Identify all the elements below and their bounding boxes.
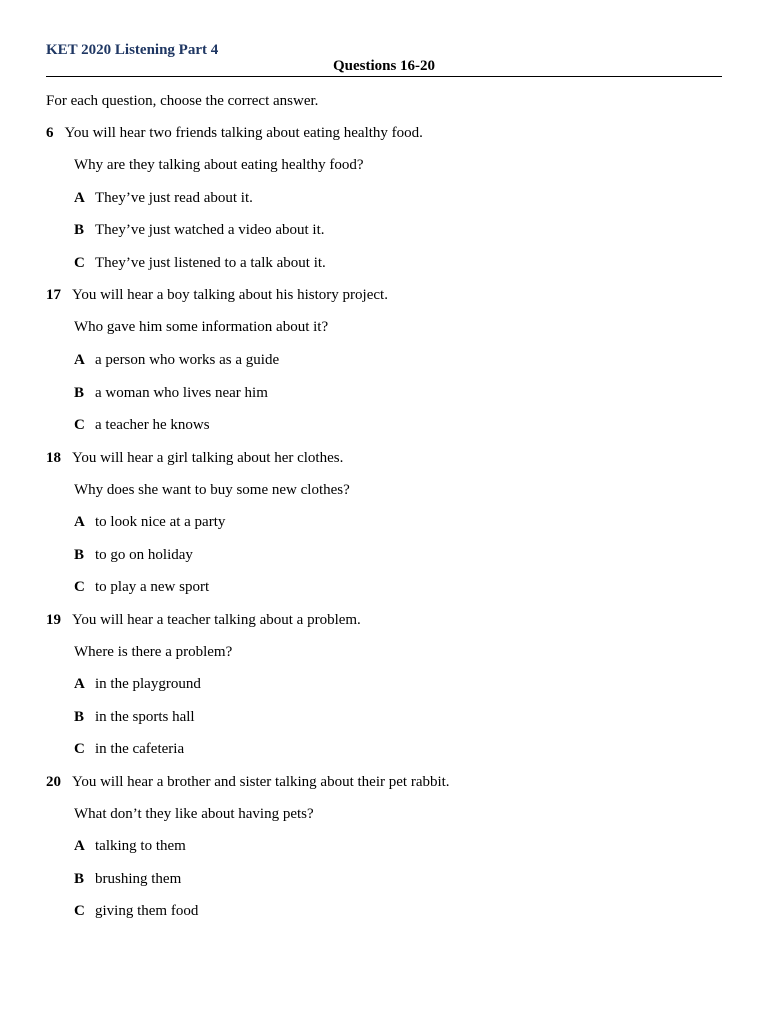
option-text: in the playground xyxy=(95,676,201,692)
option-text: talking to them xyxy=(95,838,186,854)
question-19-prompt: Where is there a problem? xyxy=(74,644,233,660)
option-text: to go on holiday xyxy=(95,547,193,563)
question-17-prompt: Who gave him some information about it? xyxy=(74,319,329,335)
instruction-text: For each question, choose the correct answer. xyxy=(46,93,319,109)
option-letter: B xyxy=(74,709,85,725)
option-text: in the cafeteria xyxy=(95,741,185,757)
question-intro-text: You will hear a boy talking about his history project. xyxy=(72,287,388,303)
question-6-option-a[interactable] xyxy=(74,189,253,207)
option-text: to look nice at a party xyxy=(95,514,226,530)
option-text: in the sports hall xyxy=(95,709,195,725)
option-letter: A xyxy=(74,838,85,854)
option-letter: C xyxy=(74,255,85,271)
option-text: a teacher he knows xyxy=(95,417,210,433)
option-text: They’ve just watched a video about it. xyxy=(95,222,325,238)
option-text: brushing them xyxy=(95,871,182,887)
question-6-intro xyxy=(46,124,423,142)
option-text: a woman who lives near him xyxy=(95,385,268,401)
option-letter: C xyxy=(74,741,85,757)
header-divider xyxy=(46,76,722,77)
question-19-option-c[interactable] xyxy=(74,740,184,758)
question-6-prompt: Why are they talking about eating healthy food? xyxy=(74,157,364,173)
option-letter: B xyxy=(74,385,85,401)
option-text: to play a new sport xyxy=(95,579,210,595)
question-intro-text: You will hear a brother and sister talking about their pet rabbit. xyxy=(72,774,450,790)
option-letter: B xyxy=(74,547,85,563)
question-20-option-c[interactable] xyxy=(74,902,198,920)
question-20-prompt: What don’t they like about having pets? xyxy=(74,806,314,822)
option-letter: A xyxy=(74,676,85,692)
option-letter: B xyxy=(74,222,85,238)
question-18-intro xyxy=(46,449,343,467)
question-20-option-a[interactable] xyxy=(74,837,186,855)
question-number: 20 xyxy=(46,774,61,790)
questions-range-heading: Questions 16-20 xyxy=(332,58,436,74)
question-18-option-b[interactable] xyxy=(74,546,193,564)
option-text: They’ve just listened to a talk about it. xyxy=(95,255,326,271)
option-letter: A xyxy=(74,190,85,206)
option-letter: A xyxy=(74,352,85,368)
question-intro-text: You will hear a girl talking about her clothes. xyxy=(72,450,344,466)
option-letter: B xyxy=(74,871,85,887)
question-20-option-b[interactable] xyxy=(74,870,181,888)
option-text: a person who works as a guide xyxy=(95,352,280,368)
option-letter: C xyxy=(74,417,85,433)
document-title: KET 2020 Listening Part 4 xyxy=(46,42,219,58)
option-text: They’ve just read about it. xyxy=(95,190,253,206)
question-number: 6 xyxy=(46,125,54,141)
question-6-option-c[interactable] xyxy=(74,254,326,272)
question-19-intro xyxy=(46,611,361,629)
question-20-intro xyxy=(46,773,450,791)
question-19-option-b[interactable] xyxy=(74,708,195,726)
question-17-option-a[interactable] xyxy=(74,351,279,369)
question-intro-text: You will hear a teacher talking about a problem. xyxy=(72,612,361,628)
question-18-option-a[interactable] xyxy=(74,513,225,531)
question-6-option-b[interactable] xyxy=(74,221,325,239)
option-letter: A xyxy=(74,514,85,530)
option-text: giving them food xyxy=(95,903,199,919)
question-18-prompt: Why does she want to buy some new clothes? xyxy=(74,482,350,498)
question-17-option-b[interactable] xyxy=(74,384,268,402)
option-letter: C xyxy=(74,579,85,595)
option-letter: C xyxy=(74,903,85,919)
question-17-option-c[interactable] xyxy=(74,416,210,434)
question-intro-text: You will hear two friends talking about eating healthy food. xyxy=(64,125,423,141)
question-number: 19 xyxy=(46,612,61,628)
question-18-option-c[interactable] xyxy=(74,578,209,596)
question-17-intro xyxy=(46,286,388,304)
question-19-option-a[interactable] xyxy=(74,675,201,693)
question-number: 18 xyxy=(46,450,61,466)
question-number: 17 xyxy=(46,287,61,303)
